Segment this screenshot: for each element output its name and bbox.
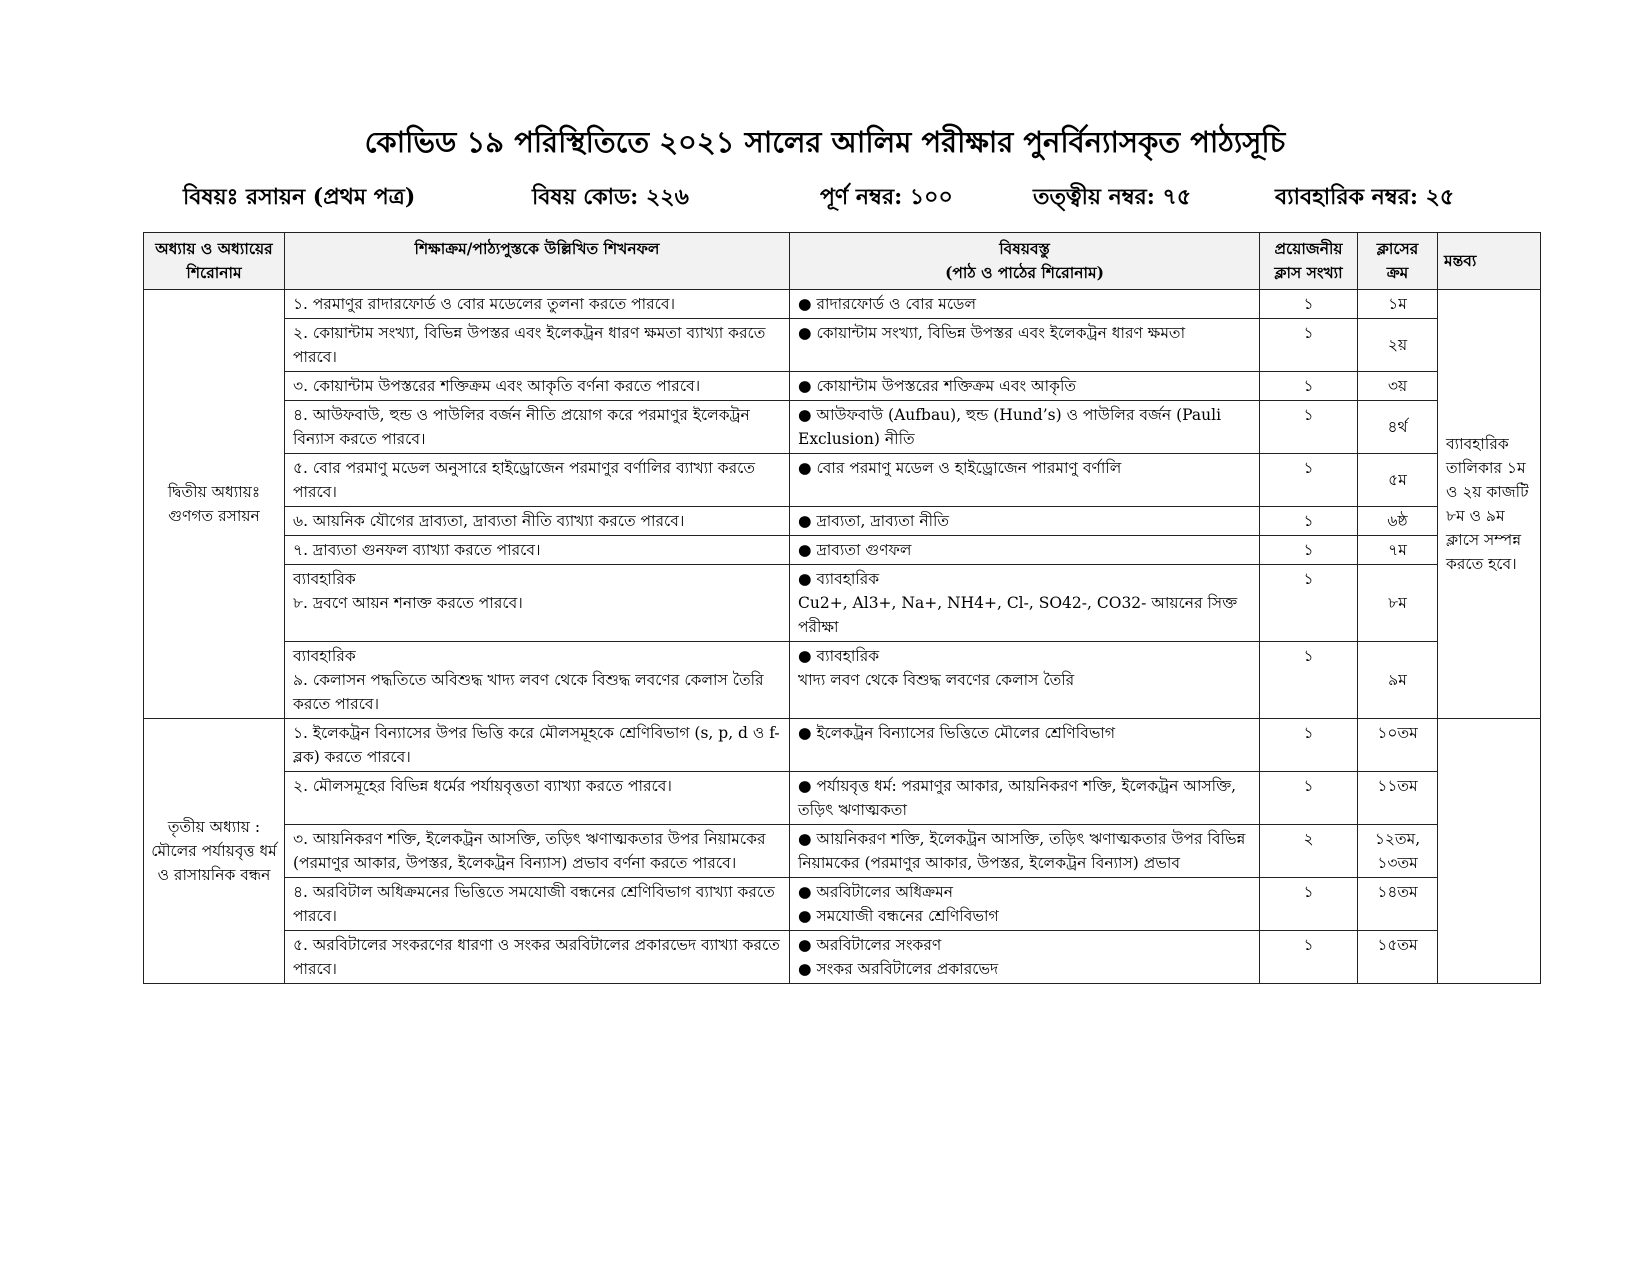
table-row xyxy=(144,642,1541,719)
class-count: ১ xyxy=(1260,372,1358,401)
content-cell: ● রাদারফোর্ড ও বোর মডেল xyxy=(790,290,1260,319)
header-classes-needed: প্রয়োজনীয় ক্লাস সংখ্যা xyxy=(1260,233,1358,290)
outcome-cell: ৭. দ্রাব্যতা গুনফল ব্যাখ্যা করতে পারবে। xyxy=(285,536,790,565)
practical-label: ব্যাবহারিক xyxy=(293,570,356,589)
class-count: ১ xyxy=(1260,565,1358,642)
content-cell: ● দ্রাব্যতা, দ্রাব্যতা নীতি xyxy=(790,507,1260,536)
class-count: ১ xyxy=(1260,772,1358,825)
table-row xyxy=(144,319,1541,372)
outcome-cell: ১. ইলেকট্রন বিন্যাসের উপর ভিত্তি করে মৌলসমূহকে শ্রেণিবিভাগ (s, p, d ও f- ব্লক) করতে পারবে। xyxy=(285,719,790,772)
practical-label: ● ব্যাবহারিক xyxy=(798,570,880,589)
table-row xyxy=(144,878,1541,931)
content-cell: ● বোর পরমাণু মডেল ও হাইড্রোজেন পারমাণু বর্ণালি xyxy=(790,454,1260,507)
content-bullet: ● সমযোজী বন্ধনের শ্রেণিবিভাগ xyxy=(798,907,999,926)
class-order: ৮ম xyxy=(1358,565,1438,642)
outcome-cell: ৪. অরবিটাল অধিক্রমনের ভিত্তিতে সমযোজী বন্ধনের শ্রেণিবিভাগ ব্যাখ্যা করতে পারবে। xyxy=(285,878,790,931)
chapter-3-title: তৃতীয় অধ্যায় : মৌলের পর্যায়বৃত্ত ধর্ম ও রাসায়নিক বন্ধন xyxy=(144,719,285,984)
outcome-cell: ৩. আয়নিকরণ শক্তি, ইলেকট্রন আসক্তি, তড়িৎ ঋণাত্মকতার উপর নিয়ামকের (পরমাণুর আকার, উপস্তর, ইলেকট্রন বিন্যাস) প্রভাব বর্ণনা করতে পারবে। xyxy=(285,825,790,878)
outcome-cell xyxy=(285,642,790,719)
outcome-cell: ৩. কোয়ান্টাম উপস্তরের শক্তিক্রম এবং আকৃতি বর্ণনা করতে পারবে। xyxy=(285,372,790,401)
header-remarks: মন্তব্য xyxy=(1438,233,1541,290)
content-text: খাদ্য লবণ থেকে বিশুদ্ধ লবণের কেলাস তৈরি xyxy=(798,671,1075,690)
table-row xyxy=(144,290,1541,319)
subject-code: বিষয় কোড: ২২৬ xyxy=(532,184,689,210)
table-header-row xyxy=(144,233,1541,290)
chapter-2-remarks: ব্যাবহারিক তালিকার ১ম ও ২য় কাজটি ৮ম ও ৯ম ক্লাসে সম্পন্ন করতে হবে। xyxy=(1438,290,1541,719)
table-row xyxy=(144,825,1541,878)
class-count: ১ xyxy=(1260,536,1358,565)
theory-marks: তত্ত্বীয় নম্বর: ৭৫ xyxy=(1033,184,1192,210)
outcome-cell: ২. মৌলসমূহের বিভিন্ন ধর্মের পর্যায়বৃত্ততা ব্যাখ্যা করতে পারবে। xyxy=(285,772,790,825)
content-bullet: ● অরবিটালের সংকরণ xyxy=(798,936,942,955)
outcome-cell: ৬. আয়নিক যৌগের দ্রাব্যতা, দ্রাব্যতা নীতি ব্যাখ্যা করতে পারবে। xyxy=(285,507,790,536)
class-order: ৫ম xyxy=(1358,454,1438,507)
class-count: ১ xyxy=(1260,290,1358,319)
header-content-line2: (পাঠ ও পাঠের শিরোনাম) xyxy=(945,263,1104,283)
content-cell: ● দ্রাব্যতা গুণফল xyxy=(790,536,1260,565)
class-order: ৪র্থ xyxy=(1358,401,1438,454)
chapter-2-title: দ্বিতীয় অধ্যায়ঃ গুণগত রসায়ন xyxy=(144,290,285,719)
outcome-cell: ৫. বোর পরমাণু মডেল অনুসারে হাইড্রোজেন পরমাণুর বর্ণালির ব্যাখ্যা করতে পারবে। xyxy=(285,454,790,507)
class-count: ২ xyxy=(1260,825,1358,878)
class-order: ৭ম xyxy=(1358,536,1438,565)
full-marks: পূর্ণ নম্বর: ১০০ xyxy=(820,184,953,210)
content-cell xyxy=(790,878,1260,931)
content-cell: ● পর্যায়বৃত্ত ধর্ম: পরমাণুর আকার, আয়নিকরণ শক্তি, ইলেকট্রন আসক্তি, তড়িৎ ঋণাত্মকতা xyxy=(790,772,1260,825)
practical-marks: ব্যাবহারিক নম্বর: ২৫ xyxy=(1275,184,1455,210)
table-row xyxy=(144,372,1541,401)
header-content-line1: বিষয়বস্তু xyxy=(999,239,1050,258)
content-cell: ● কোয়ান্টাম সংখ্যা, বিভিন্ন উপস্তর এবং ইলেকট্রন ধারণ ক্ষমতা xyxy=(790,319,1260,372)
table-row xyxy=(144,772,1541,825)
table-row xyxy=(144,565,1541,642)
class-order: ১ম xyxy=(1358,290,1438,319)
practical-label: ব্যাবহারিক xyxy=(293,647,356,666)
header-content xyxy=(790,233,1260,290)
class-order: ১২তম, ১৩তম xyxy=(1358,825,1438,878)
content-cell: ● আউফবাউ (Aufbau), হুন্ড (Hund’s) ও পাউলির বর্জন (Pauli Exclusion) নীতি xyxy=(790,401,1260,454)
class-count: ১ xyxy=(1260,319,1358,372)
chapter-3-remarks xyxy=(1438,719,1541,984)
content-cell xyxy=(790,931,1260,984)
class-order: ১১তম xyxy=(1358,772,1438,825)
class-count: ১ xyxy=(1260,454,1358,507)
class-order: ১৫তম xyxy=(1358,931,1438,984)
ion-test-text: Cu2+, Al3+, Na+, NH4+, Cl-, SO42-, CO32- আয়নের সিক্ত পরীক্ষা xyxy=(798,594,1238,637)
outcome-cell: ২. কোয়ান্টাম সংখ্যা, বিভিন্ন উপস্তর এবং ইলেকট্রন ধারণ ক্ষমতা ব্যাখ্যা করতে পারবে। xyxy=(285,319,790,372)
practical-label: ● ব্যাবহারিক xyxy=(798,647,880,666)
table-row xyxy=(144,401,1541,454)
outcome-cell: ১. পরমাণুর রাদারফোর্ড ও বোর মডেলের তুলনা করতে পারবে। xyxy=(285,290,790,319)
header-outcome: শিক্ষাক্রম/পাঠ্যপুস্তকে উল্লিখিত শিখনফল xyxy=(285,233,790,290)
content-cell: ● কোয়ান্টাম উপস্তরের শক্তিক্রম এবং আকৃতি xyxy=(790,372,1260,401)
class-count: ১ xyxy=(1260,719,1358,772)
content-bullet: ● অরবিটালের অধিক্রমন xyxy=(798,883,953,902)
outcome-cell: ৪. আউফবাউ, হুন্ড ও পাউলির বর্জন নীতি প্রয়োগ করে পরমাণুর ইলেকট্রন বিন্যাস করতে পারবে। xyxy=(285,401,790,454)
class-count: ১ xyxy=(1260,878,1358,931)
table-row xyxy=(144,931,1541,984)
class-count: ১ xyxy=(1260,401,1358,454)
outcome-cell: ৫. অরবিটালের সংকরণের ধারণা ও সংকর অরবিটালের প্রকারভেদ ব্যাখ্যা করতে পারবে। xyxy=(285,931,790,984)
content-cell: ● আয়নিকরণ শক্তি, ইলেকট্রন আসক্তি, তড়িৎ ঋণাত্মকতার উপর বিভিন্ন নিয়ামকের (পরমাণুর আকার, উপস্তর, ইলেকট্রন বিন্যাস) প্রভাব xyxy=(790,825,1260,878)
class-order: ৬ষ্ঠ xyxy=(1358,507,1438,536)
syllabus-table xyxy=(143,232,1541,984)
content-cell xyxy=(790,565,1260,642)
table-row xyxy=(144,536,1541,565)
outcome-text: ৮. দ্রবণে আয়ন শনাক্ত করতে পারবে। xyxy=(293,594,523,613)
page-title: কোভিড ১৯ পরিস্থিতিতে ২০২১ সালের আলিম পরীক্ষার পুনর্বিন্যাসকৃত পাঠ্যসূচি xyxy=(364,125,1286,159)
header-chapter: অধ্যায় ও অধ্যায়ের শিরোনাম xyxy=(144,233,285,290)
class-order: ১৪তম xyxy=(1358,878,1438,931)
subject-label: বিষয়ঃ রসায়ন (প্রথম পত্র) xyxy=(183,184,416,210)
class-count: ১ xyxy=(1260,642,1358,719)
class-count: ১ xyxy=(1260,507,1358,536)
class-order: ২য় xyxy=(1358,319,1438,372)
class-order: ১০তম xyxy=(1358,719,1438,772)
content-cell xyxy=(790,642,1260,719)
content-bullet: ● সংকর অরবিটালের প্রকারভেদ xyxy=(798,960,999,979)
content-cell: ● ইলেকট্রন বিন্যাসের ভিত্তিতে মৌলের শ্রেণিবিভাগ xyxy=(790,719,1260,772)
table-row xyxy=(144,719,1541,772)
outcome-cell xyxy=(285,565,790,642)
class-order: ৯ম xyxy=(1358,642,1438,719)
table-row xyxy=(144,454,1541,507)
class-count: ১ xyxy=(1260,931,1358,984)
table-row xyxy=(144,507,1541,536)
header-class-order: ক্লাসের ক্রম xyxy=(1358,233,1438,290)
outcome-text: ৯. কেলাসন পদ্ধতিতে অবিশুদ্ধ খাদ্য লবণ থেকে বিশুদ্ধ লবণের কেলাস তৈরি করতে পারবে। xyxy=(293,671,764,714)
class-order: ৩য় xyxy=(1358,372,1438,401)
